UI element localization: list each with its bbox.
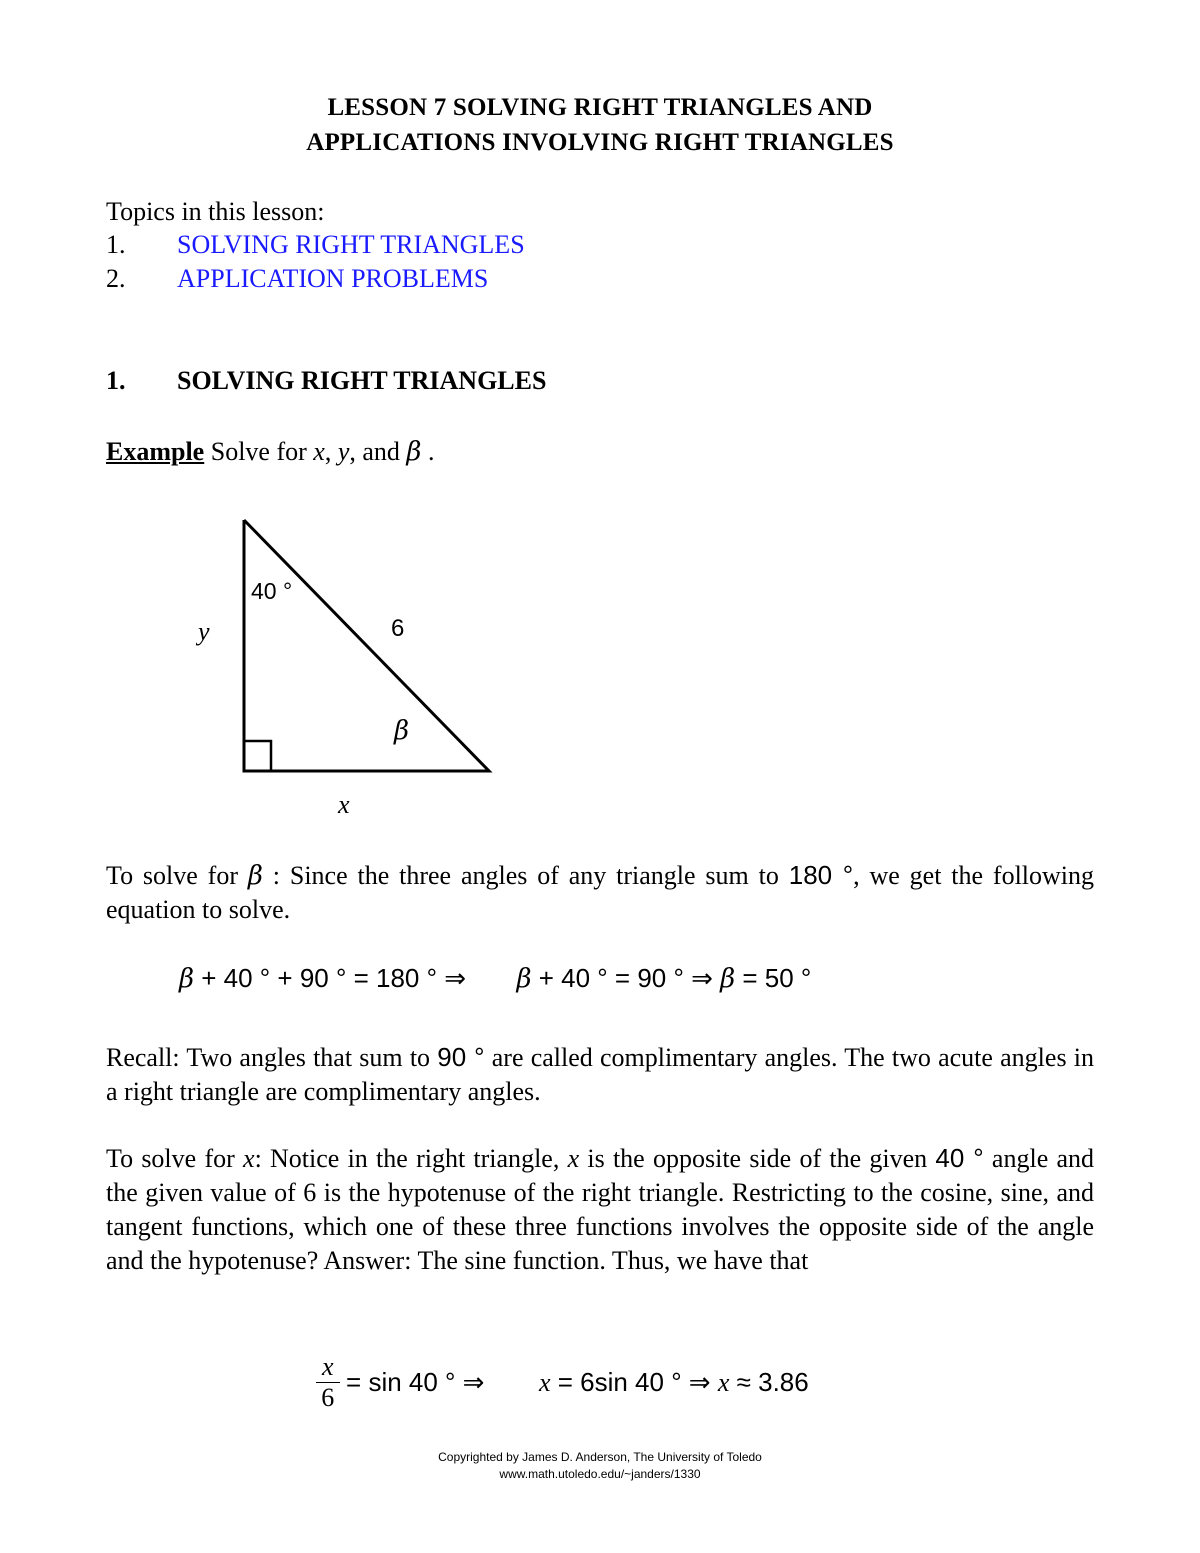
eq2-x2: x [717,1368,730,1397]
section-1-number: 1. [106,366,126,395]
example-label: Example [106,437,205,466]
p3-rest: angle and the given value of 6 is the hypotenuse of the right triangle. Restricting to the cosine, sine, and tangent functions, which one of these three functions involves the opposite side of the angle and the hypotenuse? Answer: The sine function. Thus, we have that [106,1144,1095,1275]
eq1-beta-1: β [179,964,195,994]
example-prompt: Solve for [210,437,307,466]
example-and: , and [349,437,400,466]
eq1-beta-2: β [516,964,532,994]
lesson-title-line1: LESSON 7 SOLVING RIGHT TRIANGLES AND [327,94,873,121]
footer-copyright: Copyrighted by James D. Anderson, The University of Toledo [438,1450,762,1464]
eq2-part1: = sin 40 ° ⇒ [346,1367,485,1397]
p1-beta: β [247,861,263,891]
paragraph-solve-beta [106,858,1094,927]
eq1-part4: + 40 ° = 90 ° ⇒ [531,963,713,993]
section-1-title: SOLVING RIGHT TRIANGLES [177,366,547,395]
eq2-part3: ≈ 3.86 [736,1367,809,1397]
p2-start: Recall: Two angles that sum to [106,1043,431,1072]
eq1-part2: + 40 ° + 90 ° = 180 ° ⇒ [194,963,467,993]
triangle-outline [244,520,489,771]
side-y-label: y [198,617,210,646]
side-x-label: x [338,790,350,819]
p1-rest: , we get the following equation to solve. [106,861,1095,924]
equation-x [316,1352,809,1413]
example-comma: , [324,437,332,466]
fraction-x-over-6 [316,1352,340,1413]
eq1-part6: = 50 ° [735,963,812,993]
p3-deg: 40 ° [935,1143,984,1173]
p3-mid1: : Notice in the right triangle, [254,1144,560,1173]
example-var-y: y [337,437,350,466]
frac-numerator: x [316,1352,340,1383]
p2-rest: are called complimentary angles. The two acute angles in a right triangle are complimentary angles. [106,1043,1095,1106]
frac-denominator: 6 [321,1383,335,1412]
paragraph-solve-x [106,1141,1094,1278]
p3-mid2: is the opposite side of the given [579,1144,928,1173]
p3-x1: x [243,1144,255,1173]
hypotenuse-label: 6 [391,615,405,642]
topic-2-link[interactable]: APPLICATION PROBLEMS [177,264,489,293]
topics-intro: Topics in this lesson: [106,197,325,226]
example-var-x: x [313,437,325,466]
eq2-x1: x [538,1368,551,1397]
example-var-beta: β [406,437,422,467]
p3-start: To solve for [106,1144,235,1173]
eq2-part2: = 6sin 40 ° ⇒ [557,1367,711,1397]
lesson-title-line2: APPLICATIONS INVOLVING RIGHT TRIANGLES [306,129,894,156]
angle-40-label: 40 ° [251,578,293,604]
footer-url: www.math.utoledo.edu/~janders/1330 [499,1467,701,1481]
p3-x2: x [567,1144,580,1173]
topic-1-number: 1. [106,230,126,259]
p1-start: To solve for [106,861,238,890]
eq1-beta-3: β [720,964,736,994]
example-period: . [427,437,435,466]
equation-beta [179,963,811,994]
p1-colon: : Since the three angles of any triangle sum to [262,861,779,890]
angle-beta-label: β [394,716,410,746]
right-angle-marker [244,741,271,771]
topic-2-number: 2. [106,264,126,293]
paragraph-recall [106,1040,1094,1109]
topic-1-link[interactable]: SOLVING RIGHT TRIANGLES [177,230,525,259]
p1-deg: 180 ° [788,860,854,890]
p2-deg: 90 ° [437,1042,485,1072]
